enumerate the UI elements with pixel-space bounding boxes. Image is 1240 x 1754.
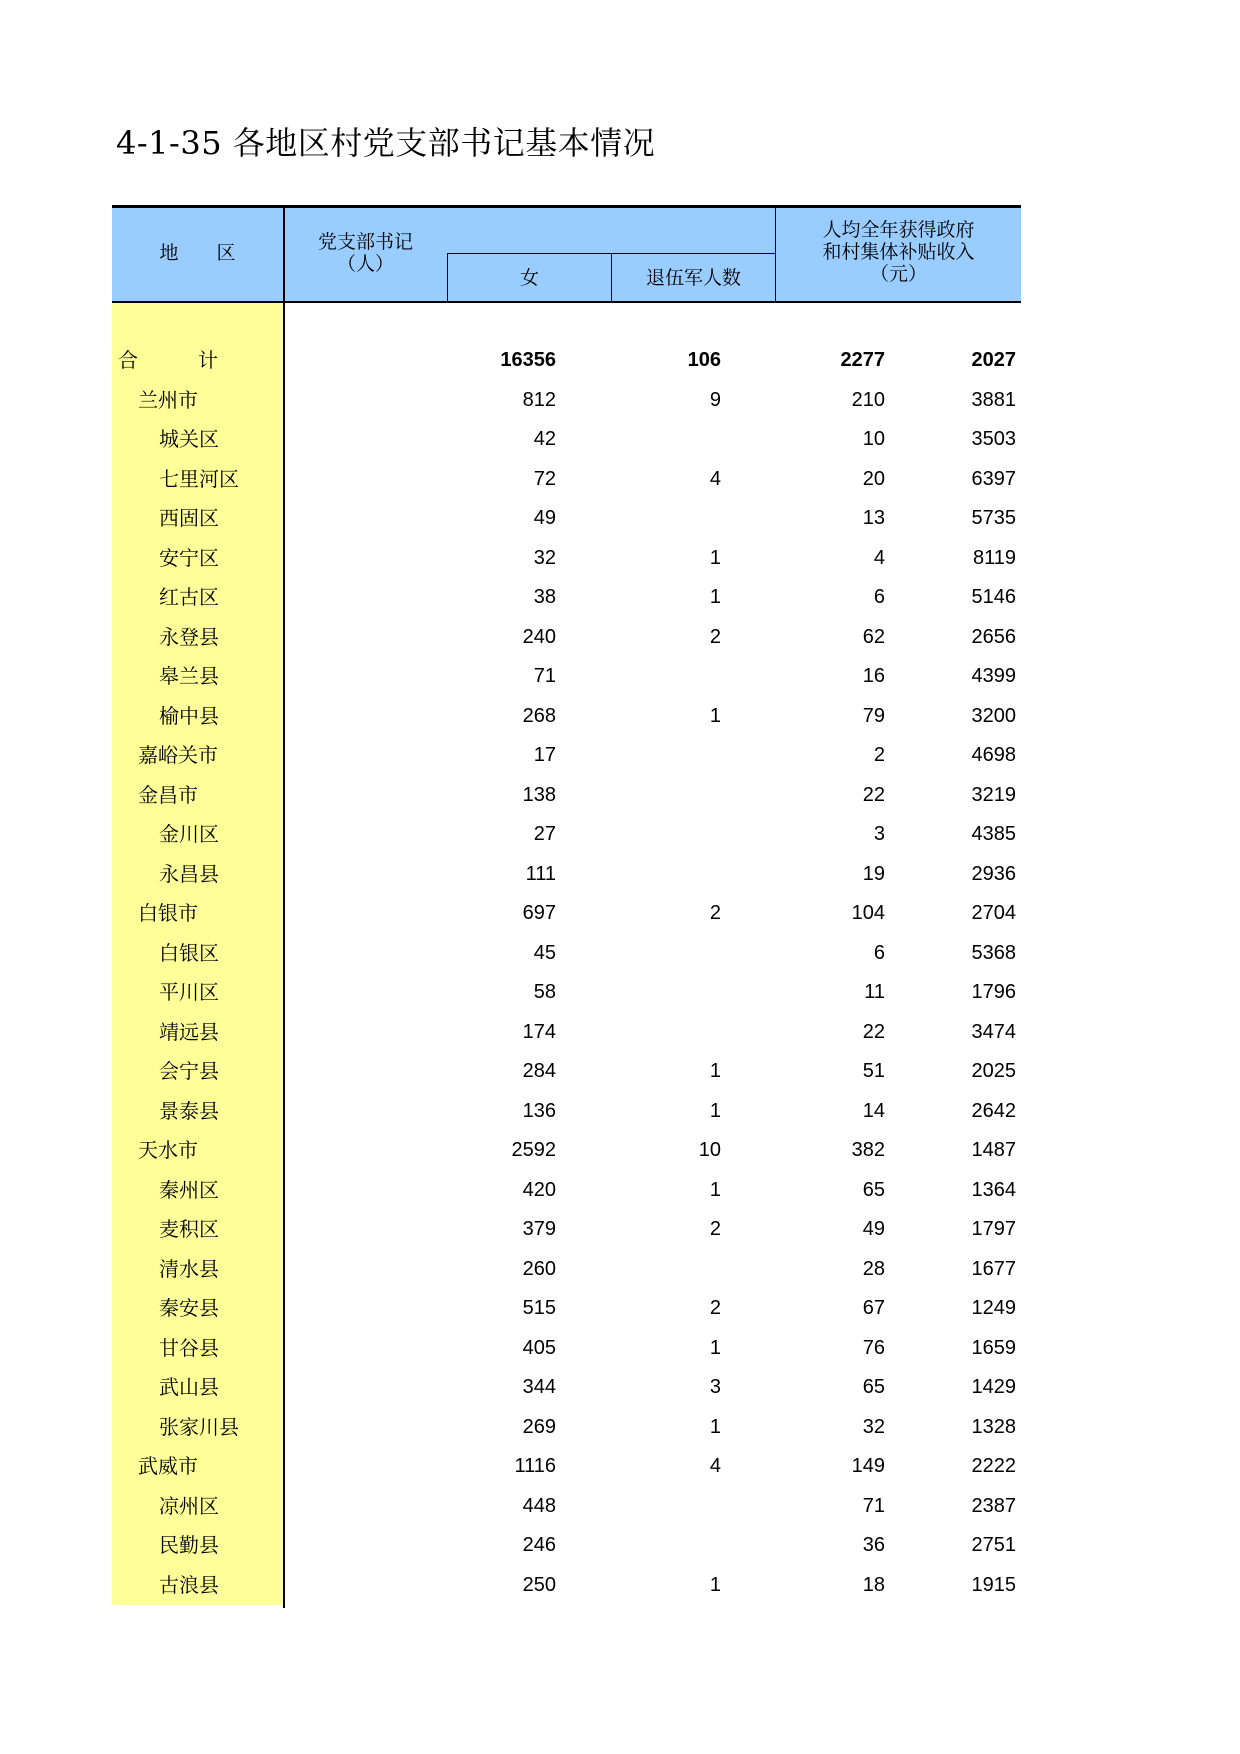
region-name: 古浪县 [159, 1572, 219, 1597]
income-value: 1429 [971, 1376, 1016, 1398]
table-row [112, 618, 1021, 657]
header-region: 地 区 [159, 242, 236, 264]
region-name: 清水县 [159, 1256, 219, 1281]
header-veteran: 退伍军人数 [645, 267, 741, 289]
income-value: 1797 [971, 1218, 1016, 1240]
table-row [112, 460, 1021, 499]
table-row [112, 697, 1021, 736]
secretaries-count: 1116 [514, 1455, 556, 1477]
female-count: 1 [709, 546, 721, 569]
secretaries-count: 697 [522, 902, 556, 924]
female-count: 3 [709, 1376, 721, 1398]
region-name: 秦安县 [159, 1296, 219, 1320]
veterans-count: 62 [862, 625, 885, 648]
female-count [564, 855, 721, 894]
secretaries-count: 71 [533, 665, 556, 687]
secretaries-count: 72 [533, 467, 556, 490]
region-name: 金川区 [159, 822, 219, 846]
veterans-count: 6 [873, 941, 885, 964]
region-name: 榆中县 [159, 703, 219, 728]
income-value: 2387 [971, 1494, 1016, 1517]
table-row [112, 1289, 1021, 1328]
region-name: 会宁县 [159, 1059, 219, 1083]
veterans-count: 65 [862, 1178, 885, 1201]
income-value: 4698 [971, 744, 1016, 766]
secretaries-count: 45 [533, 941, 556, 964]
region-name: 兰州市 [138, 387, 198, 412]
header-secretary-line2: （人） [336, 253, 394, 275]
region-name: 景泰县 [159, 1098, 219, 1123]
table-row [112, 1131, 1021, 1170]
header-female: 女 [519, 267, 539, 289]
income-value: 1915 [971, 1573, 1016, 1596]
income-value: 8119 [972, 546, 1016, 569]
region-name: 皋兰县 [159, 664, 219, 688]
income-value: 5368 [971, 941, 1016, 964]
header-secretary-line1: 党支部书记 [317, 231, 413, 253]
secretaries-count: 42 [533, 428, 556, 450]
female-count: 10 [698, 1139, 721, 1161]
veterans-count: 14 [862, 1099, 885, 1122]
income-value: 6397 [971, 467, 1016, 490]
veterans-count: 20 [862, 467, 885, 490]
female-count: 1 [709, 1415, 721, 1438]
secretaries-count: 111 [525, 862, 556, 885]
veterans-count: 76 [862, 1336, 885, 1359]
veterans-count: 104 [851, 902, 885, 924]
secretaries-count: 2592 [511, 1139, 556, 1161]
income-value: 2642 [971, 1099, 1016, 1122]
female-count: 2 [709, 625, 721, 648]
page-title: 4-1-35 各地区村党支部书记基本情况 [116, 124, 656, 162]
table-row [112, 381, 1021, 420]
female-count [564, 1526, 721, 1565]
income-value: 1487 [971, 1139, 1016, 1161]
region-name: 白银区 [159, 940, 219, 965]
data-table [112, 205, 1021, 1605]
veterans-count: 22 [862, 783, 885, 806]
income-value: 1796 [971, 981, 1016, 1003]
table-row [112, 420, 1021, 459]
female-count [564, 1250, 721, 1289]
secretaries-count: 515 [522, 1297, 556, 1319]
secretaries-count: 17 [533, 744, 556, 766]
income-value: 5735 [971, 507, 1016, 529]
income-value: 4399 [971, 665, 1016, 687]
female-count: 2 [709, 902, 721, 924]
income-value: 1249 [971, 1297, 1016, 1319]
income-value: 2704 [971, 902, 1016, 924]
region-name: 嘉峪关市 [138, 743, 218, 767]
secretaries-count: 405 [522, 1336, 556, 1359]
female-count [564, 736, 721, 775]
header-income-line1: 人均全年获得政府 [822, 219, 975, 241]
income-value: 1677 [971, 1257, 1016, 1280]
region-name: 麦积区 [159, 1217, 219, 1241]
region-name: 民勤县 [159, 1533, 219, 1557]
female-count [564, 815, 721, 854]
table-row [112, 578, 1021, 617]
female-count: 1 [709, 1336, 721, 1359]
income-value: 2027 [971, 349, 1016, 371]
region-name: 武威市 [138, 1454, 198, 1478]
income-value: 3474 [971, 1020, 1016, 1043]
female-count: 1 [709, 1099, 721, 1122]
veterans-count: 13 [862, 507, 885, 529]
secretaries-count: 284 [522, 1060, 556, 1082]
secretaries-count: 420 [522, 1178, 556, 1201]
region-name: 永登县 [159, 624, 219, 649]
table-row [112, 1250, 1021, 1289]
region-name: 平川区 [159, 980, 219, 1004]
veterans-count: 3 [873, 823, 885, 845]
secretaries-count: 812 [522, 388, 556, 411]
secretaries-count: 448 [522, 1494, 556, 1517]
secretaries-count: 379 [522, 1218, 556, 1240]
table-row [112, 1052, 1021, 1091]
region-name: 合 计 [118, 348, 238, 372]
secretaries-count: 58 [533, 981, 556, 1003]
secretaries-count: 138 [522, 783, 556, 806]
header-secretary [284, 231, 447, 275]
secretaries-count: 49 [533, 507, 556, 529]
female-count: 106 [687, 349, 721, 371]
table-row [112, 815, 1021, 854]
veterans-count: 6 [873, 586, 885, 608]
veterans-count: 67 [862, 1297, 885, 1319]
secretaries-count: 38 [533, 586, 556, 608]
veterans-count: 19 [862, 862, 885, 885]
veterans-count: 4 [873, 546, 885, 569]
income-value: 2222 [971, 1455, 1016, 1477]
female-count: 1 [709, 1060, 721, 1082]
veterans-count: 16 [862, 665, 885, 687]
female-count: 1 [709, 586, 721, 608]
table-row [112, 894, 1021, 933]
female-count: 1 [709, 1573, 721, 1596]
secretaries-count: 16356 [500, 349, 556, 371]
female-count [564, 776, 721, 815]
table-row [112, 657, 1021, 696]
secretaries-count: 32 [533, 546, 556, 569]
female-count: 2 [709, 1218, 721, 1240]
veterans-count: 382 [851, 1139, 885, 1161]
table-row [112, 973, 1021, 1012]
veterans-count: 71 [862, 1494, 885, 1517]
veterans-count: 210 [851, 388, 885, 411]
female-count [564, 1013, 721, 1052]
income-value: 3503 [971, 428, 1016, 450]
table-row [112, 1329, 1021, 1368]
income-value: 3219 [971, 783, 1016, 806]
income-value: 2025 [971, 1060, 1016, 1082]
table-row [112, 1368, 1021, 1407]
table-row [112, 1566, 1021, 1605]
table-row [112, 1013, 1021, 1052]
female-count [564, 499, 721, 538]
region-name: 武山县 [159, 1375, 219, 1399]
income-value: 2751 [971, 1534, 1016, 1556]
header-income-line3: （元） [869, 263, 927, 285]
veterans-count: 2277 [840, 349, 885, 371]
income-value: 4385 [971, 823, 1016, 845]
region-name: 金昌市 [138, 782, 198, 807]
region-name: 张家川县 [159, 1414, 239, 1439]
table-row [112, 539, 1021, 578]
region-name: 天水市 [138, 1138, 198, 1162]
table-row [112, 855, 1021, 894]
income-value: 5146 [971, 586, 1016, 608]
female-count [564, 657, 721, 696]
secretaries-count: 260 [522, 1257, 556, 1280]
table-row [112, 736, 1021, 775]
veterans-count: 65 [862, 1376, 885, 1398]
table-row [112, 934, 1021, 973]
female-count [564, 934, 721, 973]
veterans-count: 10 [862, 428, 885, 450]
female-count: 9 [709, 388, 721, 411]
table-row [112, 776, 1021, 815]
veterans-count: 149 [851, 1455, 885, 1477]
secretaries-count: 344 [522, 1376, 556, 1398]
income-value: 3881 [971, 388, 1016, 411]
region-name: 西固区 [159, 506, 219, 530]
veterans-count: 18 [862, 1573, 885, 1596]
table-row [112, 1408, 1021, 1447]
secretaries-count: 268 [522, 704, 556, 727]
veterans-count: 79 [862, 704, 885, 727]
income-value: 1328 [971, 1415, 1016, 1438]
region-name: 凉州区 [159, 1493, 219, 1518]
region-name: 白银市 [138, 901, 198, 925]
region-name: 安宁区 [159, 545, 219, 570]
income-value: 3200 [971, 704, 1016, 727]
table-row [112, 1526, 1021, 1565]
female-count [564, 1487, 721, 1526]
veterans-count: 36 [862, 1534, 885, 1556]
secretaries-count: 27 [533, 823, 556, 845]
female-count: 4 [709, 467, 721, 490]
region-name: 七里河区 [159, 466, 239, 491]
veterans-count: 22 [862, 1020, 885, 1043]
veterans-count: 32 [862, 1415, 885, 1438]
region-name: 甘谷县 [159, 1335, 219, 1360]
secretaries-count: 250 [522, 1573, 556, 1596]
income-value: 1364 [971, 1178, 1016, 1201]
region-name: 靖远县 [159, 1019, 219, 1044]
table-row [112, 1092, 1021, 1131]
table-row [112, 341, 1021, 380]
region-name: 秦州区 [159, 1177, 219, 1202]
female-count [564, 420, 721, 459]
header-income [776, 219, 1021, 285]
region-name: 永昌县 [159, 861, 219, 886]
table-row [112, 1447, 1021, 1486]
region-name: 红古区 [159, 585, 219, 609]
table-row [112, 499, 1021, 538]
income-value: 1659 [971, 1336, 1016, 1359]
veterans-count: 49 [862, 1218, 885, 1240]
veterans-count: 11 [864, 981, 885, 1003]
secretaries-count: 174 [522, 1020, 556, 1043]
table-row [112, 1210, 1021, 1249]
female-count [564, 973, 721, 1012]
table-row [112, 1171, 1021, 1210]
female-count: 2 [709, 1297, 721, 1319]
secretaries-count: 136 [522, 1099, 556, 1122]
secretaries-count: 246 [522, 1534, 556, 1556]
veterans-count: 28 [862, 1257, 885, 1280]
region-name: 城关区 [159, 427, 219, 451]
table-row [112, 1487, 1021, 1526]
income-value: 2656 [971, 625, 1016, 648]
female-count: 1 [709, 1178, 721, 1201]
secretaries-count: 240 [522, 625, 556, 648]
veterans-count: 51 [862, 1060, 885, 1082]
secretaries-count: 269 [522, 1415, 556, 1438]
income-value: 2936 [971, 862, 1016, 885]
veterans-count: 2 [873, 744, 885, 766]
header-income-line2: 和村集体补贴收入 [822, 241, 975, 263]
female-count: 4 [709, 1455, 721, 1477]
female-count: 1 [709, 704, 721, 727]
